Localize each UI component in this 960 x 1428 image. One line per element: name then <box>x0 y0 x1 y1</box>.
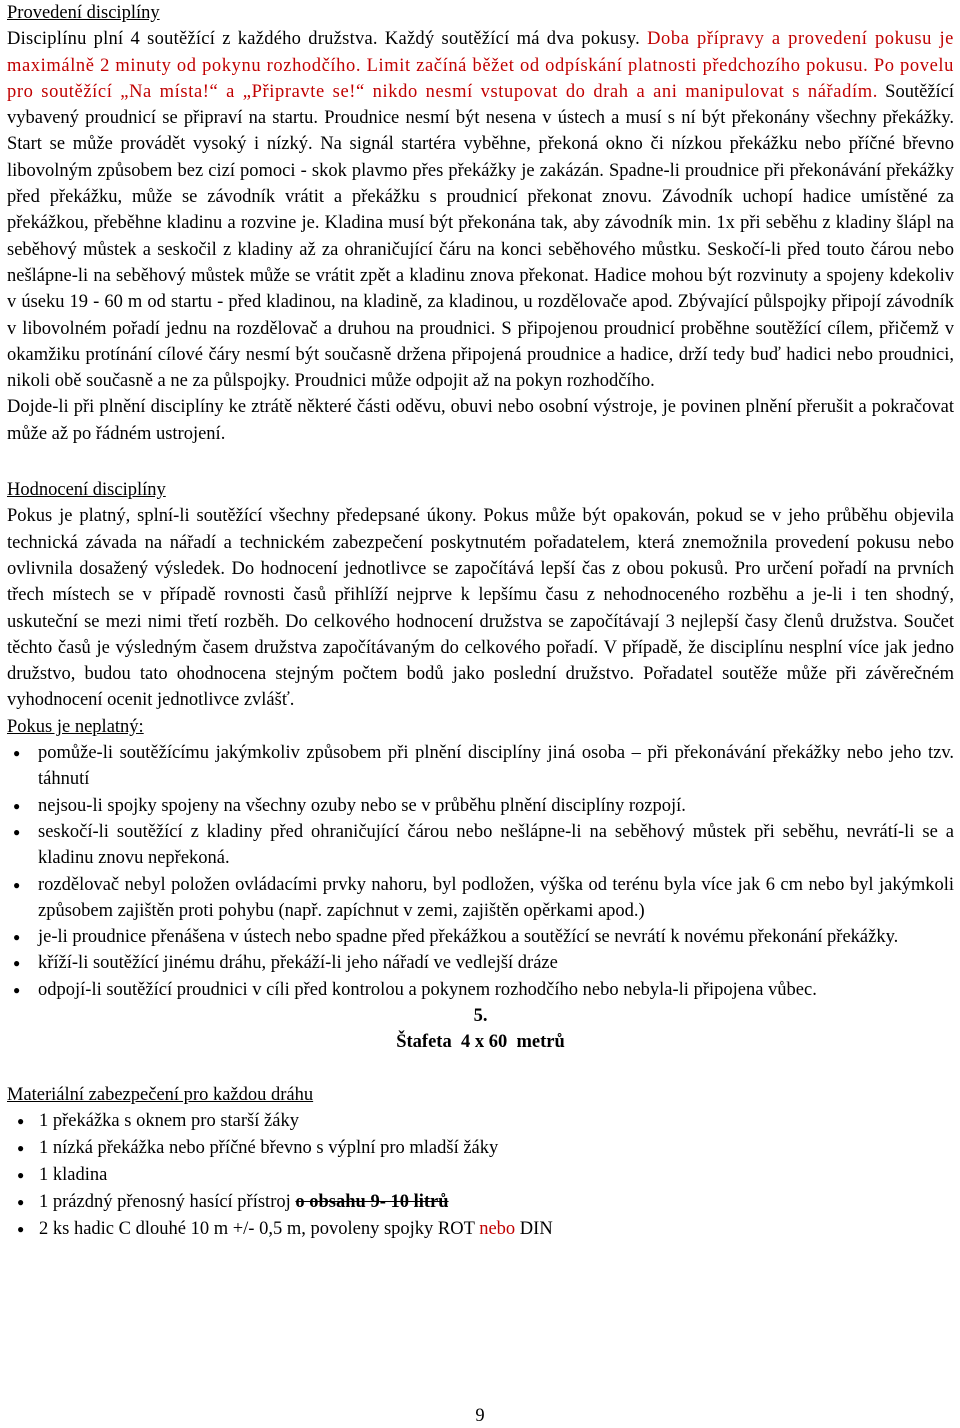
list-item-text: 1 prázdný přenosný hasící přístroj <box>39 1191 296 1212</box>
spacer <box>7 447 954 477</box>
spacer <box>7 1056 954 1082</box>
clothing-paragraph: Dojde-li při plnění disciplíny ke ztrátě některé části oděvu, obuvi nebo osobní výstroje, je povinen plnění přerušit a pokračovat může až po řádném ustrojení. <box>7 397 954 444</box>
materials-list <box>7 1108 954 1243</box>
list-item: ● odpojí-li soutěžící proudnici v cíli před kontrolou a pokynem rozhodčího nebo nebyla-li připojena vůbec. <box>7 977 954 1003</box>
highlight-text: nebo <box>479 1218 516 1239</box>
list-item: ● seskočí-li soutěžící z kladiny před ohraničující čárou nebo nešlápne-li na seběhový můstek při seběhu, nevrátí-li se a kladinu znovu nepřekoná. <box>7 819 954 872</box>
evaluation-paragraph: Pokus je platný, splní-li soutěžící všechny předepsané úkony. Pokus může být opakován, pokud se v jeho průběhu objevila technická závada na nářadí a technickém zabezpečení poskytnutém pořadatelem, která znemožnila provedení pokusu nebo ovlivnila dosažený výsledek. Do hodnocení jednotlivce se započítává lepší čas z obou pokusů. Pro určení pořadí na prvních třech místech se v případě rovnosti časů přihlíží nejprve k lepšímu času z nehodnoceného rozběhu a je-li i ten shodný, uskuteční se mezi nimi třetí rozběh. Do celkového hodnocení družstva se započítávají 3 nejlepší časy členů družstva. Součet těchto časů je výsledným časem družstva započítávaným do celkového pořadí. V případě, že disciplínu nesplní více jak jedno družstvo, budou tato ohodnocena stejným počtem bodů jako poslední družstvo. Pořadatel soutěže může při závěrečném vyhodnocení ocenit jednotlivce zvlášť. <box>7 506 954 711</box>
page-number: 9 <box>475 1406 485 1426</box>
invalid-list <box>7 740 954 1003</box>
list-item: ● 1 překážka s oknem pro starší žáky <box>7 1108 954 1135</box>
list-item <box>7 1216 954 1243</box>
conduct-paragraph <box>7 26 954 394</box>
materials-heading: Materiální zabezpečení pro každou dráhu <box>7 1084 314 1105</box>
section-heading-evaluation: Hodnocení disciplíny <box>7 480 166 501</box>
list-item: ● pomůže-li soutěžícímu jakýmkoliv způsobem při plnění disciplíny jiná osoba – při překonávání překážky nebo jeho tzv. táhnutí <box>7 740 954 793</box>
list-item: ● 1 nízká překážka nebo příčné břevno s výplní pro mladší žáky <box>7 1135 954 1162</box>
list-item <box>7 1189 954 1216</box>
list-item: ● kříží-li soutěžící jinému dráhu, překáží-li jeho nářadí ve vedlejší dráze <box>7 950 954 976</box>
conduct-text-main: Soutěžící vybavený proudnicí se připraví na startu. Proudnice nesmí být nesena v ústech a musí s ní být překonány všechny překážky. Start se může provádět vysoký i nízký. Na signál startéra vyběhne, překoná okno či nízkou překážku nebo příčné břevno libovolným způsobem bez cizí pomoci - skok plavmo přes překážky je zakázán. Spadne-li proudnice při překonávání překážky před překážku, může se závodník vrátit a překážku s proudnicí překonat znovu. Závodník uchopí hadice umístěné za překážkou, přeběhne kladinu a rozvine je. Kladina musí být překonána tak, aby závodník min. 1x při seběhu z kladiny šlápl na seběhový můstek a seskočil z kladiny až za ohraničující čáru na konci seběhového můstku. Seskočí-li před touto čárou nebo nešlápne-li na seběhový můstek může se vrátit zpět a kladinu znova překonat. Hadice mohou být rozvinuty a spojeny kdekoliv v úseku 19 - 60 m od startu - před kladinou, na kladině, za kladinou, u rozdělovače apod. Zbývající půlspojky připojí závodník v libovolném pořadí jednu na rozdělovač a druhou na proudnici. S připojenou proudnicí proběhne soutěžící cílem, přičemž v okamžiku protínání cílové čáry nesmí být současně držena připojená proudnice a hadice, drží tedy buď hadici nebo proudnici, nikoli obě současně a ne za půlspojky. Proudnici může odpojit až na pokyn rozhodčího. <box>7 81 954 392</box>
list-item-text: 2 ks hadic C dlouhé 10 m +/- 0,5 m, povoleny spojky ROT <box>39 1218 480 1239</box>
list-item: ● 1 kladina <box>7 1162 954 1189</box>
invalid-heading: Pokus je neplatný: <box>7 716 144 737</box>
section-number: 5. <box>473 1005 488 1026</box>
section-title: Štafeta 4 x 60 metrů <box>396 1032 565 1053</box>
list-item: ● nejsou-li spojky spojeny na všechny ozuby nebo se v průběhu plnění disciplíny rozpojí. <box>7 793 954 819</box>
list-item-tail: DIN <box>515 1218 553 1239</box>
conduct-text-intro: Disciplínu plní 4 soutěžící z každého družstva. Každý soutěžící má dva pokusy. <box>7 29 648 50</box>
list-item: ● je-li proudnice přenášena v ústech nebo spadne před překážkou a soutěžící se nevrátí k novému překonání překážky. <box>7 924 954 950</box>
conduct-text-highlight: Doba přípravy a provedení pokusu je maximálně 2 minuty od pokynu rozhodčího. Limit začíná běžet od odpískání platnosti předchozího pokusu. Po povelu pro soutěžící „Na místa!“ a „Připravte se!“ nikdo nesmí vstupovat do drah a ani manipulovat s nářadím. <box>7 29 954 102</box>
list-item: ● rozdělovač nebyl položen ovládacími prvky nahoru, byl podložen, výška od terénu byla více jak 6 cm nebo byl jakýmkoli způsobem zajištěn proti pohybu (např. zapíchnut v zemi, zajištěn opěrkami apod.) <box>7 872 954 925</box>
section-heading-conduct: Provedení disciplíny <box>7 3 160 23</box>
struck-text: o obsahu 9- 10 litrů <box>295 1191 449 1212</box>
document-page <box>7 0 954 1242</box>
